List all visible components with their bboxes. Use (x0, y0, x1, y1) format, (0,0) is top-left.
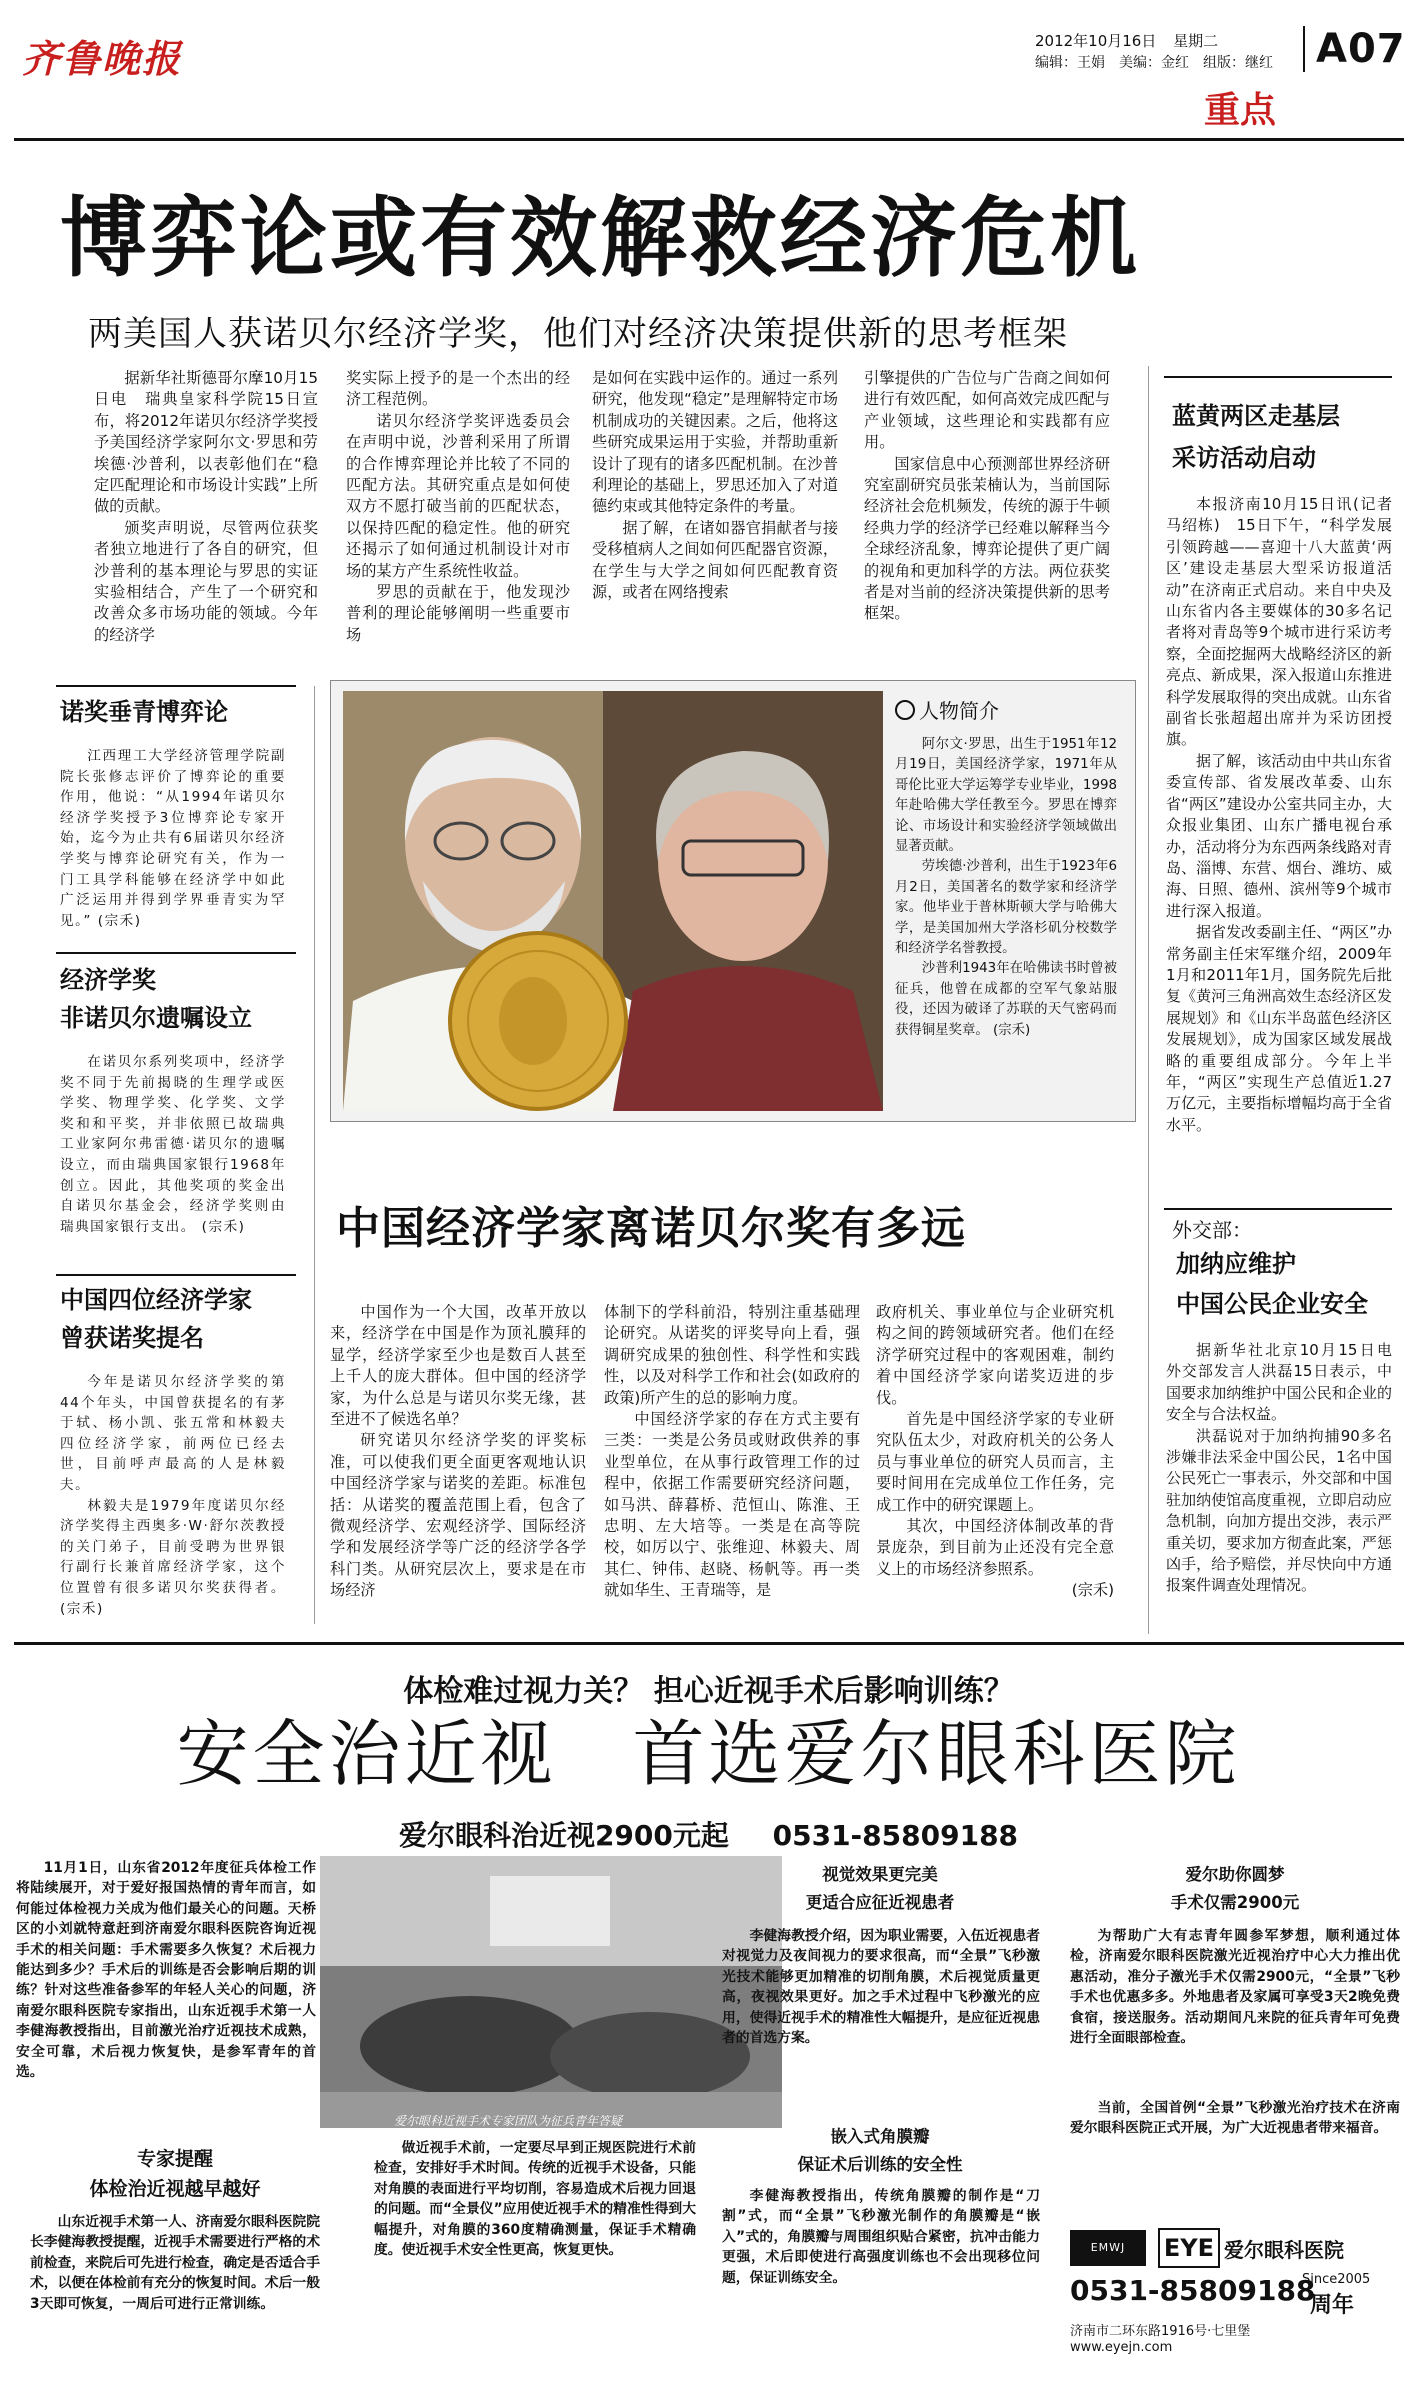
ad-title: 安全治近视 首选爱尔眼科医院 (176, 1712, 1241, 1796)
sidebar-body (60, 746, 286, 946)
story2-paragraph: 研究诺贝尔经济学奖的评奖标准，可以使我们更全面更客观地认识中国经济学家与诺奖的差距。标准包括：从诺奖的覆盖范围上看，包含了微观经济学、宏观经济学、国际经济学和发展经济学等广泛的经济学各学科门类。从研究层次上，要求是在市场经济 (330, 1431, 586, 1600)
right-sidebar-body (1166, 1340, 1408, 1632)
sidebar-paragraph (60, 1052, 286, 1237)
right-sidebar-title: 采访活动启动 (1172, 444, 1316, 472)
ad-photo (320, 1856, 782, 2128)
ad-top-rule (14, 1642, 1404, 1645)
sidebar-title: 经济学奖 (60, 966, 156, 994)
story2-paragraph: 政府机关、事业单位与企业研究机构之间的跨领域研究者。他们在经济学研究过程中的客观困难，制约着中国经济学家向诺奖迈进的步伐。 (876, 1303, 1114, 1407)
story2-paragraph: 首先是中国经济学家的专业研究队伍太少，对政府机关的公务人员与事业单位的研究人员而言，主要时间用在完成单位工作任务，完成工作中的研究课题上。 (876, 1410, 1114, 1514)
sidebar-title: 中国四位经济学家 (60, 1286, 252, 1314)
page-number: A07 (1316, 26, 1406, 72)
ad-question: 体检难过视力关？ 担心近视手术后影响训练？ (403, 1674, 1014, 1709)
laureates-photo (343, 691, 883, 1111)
lead-paragraph: 颁奖声明说，尽管两位获奖者独立地进行了各自的研究，但沙普利的基本理论与罗思的实证实验相结合，产生了一个研究和改善众多市场功能的领域。今年的经济学 (94, 518, 318, 644)
ad-paragraph: 李健海教授指出，传统角膜瓣的制作是“刀割”式，而“全景”飞秒激光制作的角膜瓣是“嵌入”式的，角膜瓣与周围组织贴合紧密，抗冲击能力更强，术后即使进行高强度训练也不会出现移位问题，保证训练安全。 (722, 2188, 1040, 2286)
lead-paragraph: 引擎提供的广告位与广告商之间如何进行有效匹配，如何高效完成匹配与产业领域，这些理论和实践都有应用。 (864, 369, 1110, 452)
ad-address: 济南市二环东路1916号·七里堡 (1070, 2324, 1251, 2339)
right-column-divider (1148, 366, 1149, 1634)
ad-photo-board (490, 1876, 610, 1946)
lead-column-3 (592, 368, 838, 676)
ad-subheading: 爱尔助你圆梦 (1185, 1865, 1285, 1884)
story2-column-3 (876, 1302, 1114, 1634)
newspaper-logo: 齐鲁晚报 (22, 36, 183, 81)
bio-box (895, 697, 1117, 1041)
section-label: 重点 (1204, 90, 1277, 131)
story2-paragraph: 体制下的学科前沿，特别注重基础理论研究。从诺奖的评奖导向上看，强调研究成果的独创性、科学性和实践性，以及对科学工作和社会(如政府的政策)所产生的总的影响力度。 (604, 1303, 860, 1407)
right-sidebar-rule-1 (1164, 376, 1392, 378)
story2-paragraph: 其次，中国经济体制改革的背景庞杂，到目前为止还没有完全意义上的市场经济参照系。 (876, 1517, 1114, 1578)
nobel-medal-profile (499, 977, 567, 1065)
ad-website[interactable]: www.eyejn.com (1070, 2340, 1173, 2355)
sidebar-title: 诺奖垂青博弈论 (60, 698, 228, 726)
ad-left-body (16, 1858, 316, 2120)
shapley-shirt (613, 966, 883, 1111)
bio-body (895, 735, 1117, 1041)
story2-column-1 (330, 1302, 586, 1634)
ad-phone-large: 0531-85809188 (1070, 2274, 1316, 2307)
ad-mid-body (374, 2138, 696, 2374)
sidebar-text: 林毅夫是1979年度诺贝尔经济学奖得主西奥多·W·舒尔茨教授的关门弟子，目前受聘为世界银行副行长兼首席经济学家，这个位置曾有很多诺贝尔奖获得者。 (60, 1497, 286, 1596)
lead-column-4 (864, 368, 1110, 676)
ad-paragraph: 做近视手术前，一定要尽早到正规医院进行术前检查，安排好手术时间。传统的近视手术设备，只能对角膜的表面进行平均切削，容易造成术后视力回退的问题。而“全景仪”应用使近视手术的精准性得到大幅提升，对角膜的360度精确测量，保证手术精确度。使近视手术安全性更高，恢复更快。 (374, 2140, 696, 2259)
right-sidebar-paragraph: 本报济南10月15日讯(记者 马绍栋) 15日下午，“科学发展引领跨越——喜迎十八大蓝黄‘两区’建设走基层大型采访报道活动”在济南正式启动。来自中央及山东省内各主要媒体的30多名记者将对青岛等9个城市进行采访考察，全面挖掘两大战略经济区的新亮点、新成果，深入报道山东推进科学发展取得的突出成就。山东省副省长张超超出席并为采访团授旗。 (1166, 495, 1408, 749)
lead-paragraph: 诺贝尔经济学奖评选委员会在声明中说，沙普利采用了所谓的合作博弈理论并比较了不同的匹配方法。其研究重点是如何使双方不愿打破当前的匹配状态，以保持匹配的稳定性。他的研究还揭示了如何通过机制设计对市场的某方产生系统性收益。 (346, 411, 570, 580)
ad-subheading: 手术仅需2900元 (1170, 1893, 1300, 1912)
right-sidebar-body (1166, 494, 1408, 1200)
photo-feature-box (330, 680, 1136, 1122)
bio-credit: (宗禾) (993, 1022, 1031, 1038)
editor-credits: 编辑：王娟 美编：金红 组版：继红 (1035, 55, 1273, 71)
right-sidebar-paragraph: 据了解，该活动由中共山东省委宣传部、省发展改革委、山东省“两区”建设办公室共同主办，大众报业集团、山东广播电视台承办，活动将分为东西两条线路对青岛、淄博、东营、烟台、潍坊、威海、日照、德州、滨州等9个城市进行深入报道。 (1166, 751, 1392, 920)
ad-paragraph: 11月1日，山东省2012年度征兵体检工作将陆续展开，对于爱好报国热情的青年而言，如何能过体检视力关成为他们最关心的问题。天桥区的小刘就特意赶到济南爱尔眼科医院咨询近视手术的相关问题：手术需要多久恢复？术后视力能达到多少？手术后的训练是否会影响后期的训练？针对这些准备参军的年轻人关心的问题，济南爱尔眼科医院专家指出，山东近视手术第一人李健海教授指出，目前激光治疗近视技术成熟，安全可靠，术后视力恢复快，是参军青年的首选。 (16, 1860, 316, 2081)
bio-paragraph: 阿尔文·罗思，出生于1951年12月19日，美国经济学家，1971年从哥伦比亚大学运筹学专业毕业，1998年赴哈佛大学任教至今。罗思在博弈论、市场设计和实验经济学领域做出显著贡献。 (895, 737, 1117, 855)
lead-paragraph: 国家信息中心预测部世界经济研究室副研究员张茉楠认为，当前国际经济社会危机频发，传统的源于牛顿经典力学的经济学已经难以解释当今全球经济乱象，博弈论提供了更广阔的视角和更加科学的方法。两位获奖者是对当前的经济决策提供新的思考框架。 (864, 454, 1110, 623)
lead-paragraph: 据了解，在诸如器官捐献者与接受移植病人之间如何匹配器官资源，在学生与大学之间如何匹配教育资源，或者在网络搜索 (592, 518, 838, 602)
lead-column-1 (94, 368, 318, 676)
lead-column-2 (346, 368, 570, 676)
bio-title-text: 人物简介 (919, 699, 999, 723)
right-sidebar-kicker: 外交部： (1172, 1218, 1252, 1242)
sidebar-body (60, 1372, 286, 1617)
ad-tagline (0, 1814, 1417, 1854)
lead-paragraph: 是如何在实践中运作的。通过一系列研究，他发现“稳定”是理解特定市场机制成功的关键因素。之后，他将这些研究成果运用于实验，并帮助重新设计了现有的诸多匹配机制。在沙普利理论的基础上，罗思还加入了对道德约束或其他特定条件的考量。 (592, 369, 838, 516)
ad-col3-body-2 (722, 2186, 1040, 2374)
sidebar-text: 江西理工大学经济管理学院副院长张修志评价了博弈论的重要作用，他说：“从1994年诺贝尔经济学奖授予3位博弈论专家开始，迄今为止共有6届诺贝尔经济学奖与博弈论研究有关，作为一门工具学科能够在经济学中如此广泛运用并得到学界垂青实为罕见。” (60, 748, 286, 929)
lead-paragraph: 据新华社斯德哥尔摩10月15日电 瑞典皇家科学院15日宣布，将2012年诺贝尔经济学奖授予美国经济学家阿尔文·罗思和劳埃德·沙普利，以表彰他们在“稳定匹配理论和市场设计实践”上所做的贡献。 (94, 369, 318, 516)
ad-photo-crowd (360, 1996, 580, 2096)
ad-col4-body (1070, 1926, 1400, 2092)
masthead-rule (14, 138, 1404, 141)
right-sidebar-paragraph: 据新华社北京10月15日电 外交部发言人洪磊15日表示，中国要求加纳维护中国公民和企业的安全与合法权益。 (1166, 1341, 1408, 1424)
weekday-text: 星期二 (1173, 32, 1219, 50)
bio-paragraph: 劳埃德·沙普利，出生于1923年6月2日，美国著名的数学家和经济学家。他毕业于普林斯顿大学与哈佛大学，是美国加州大学洛杉矶分校数学和经济学名誉教授。 (895, 859, 1117, 957)
story2-paragraph: 中国作为一个大国，改革开放以来，经济学在中国是作为顶礼膜拜的显学，经济学家至少也是数百人甚至上千人的庞大群体。但中国的经济学家，为什么总是与诺贝尔奖无缘，甚至进不了候选名单？ (330, 1303, 586, 1429)
ad-subheading: 保证术后训练的安全性 (797, 2155, 963, 2174)
ad-subheading: 视觉效果更完美 (822, 1865, 938, 1884)
sidebar-paragraph (60, 746, 286, 931)
ad-logo-badge: EMWJ (1070, 2230, 1146, 2266)
ad-left-body-2 (30, 2212, 320, 2374)
second-story-title: 中国经济学家离诺贝尔奖有多远 (336, 1203, 966, 1254)
main-subheadline: 两美国人获诺贝尔经济学奖，他们对经济决策提供新的思考框架 (88, 314, 1068, 354)
sidebar-credit: (宗禾) (60, 1600, 104, 1617)
ad-since: Since2005 (1302, 2272, 1371, 2287)
ad-logo-block (1070, 2228, 1400, 2374)
left-sidebar-rule-1 (56, 685, 296, 687)
right-sidebar-paragraph: 洪磊说对于加纳拘捕90多名涉嫌非法采金中国公民，1名中国公民死亡一事表示，外交部和中国驻加纳使馆高度重视，立即启动应急机制，向加方提出交涉，表示严重关切，要求加方彻查此案，严惩凶手，给予赔偿，并尽快向中方通报案件调查处理情况。 (1166, 1426, 1392, 1595)
ad-col3-body (722, 1926, 1040, 2114)
ad-tagline-text: 爱尔眼科治近视2900元起 (398, 1819, 729, 1852)
ad-subheading: 更适合应征近视患者 (805, 1893, 955, 1912)
issue-date (1035, 30, 1218, 51)
right-sidebar-rule-2 (1164, 1208, 1392, 1210)
ad-logo-box: EYE (1158, 2228, 1220, 2268)
story2-paragraph: 中国经济学家的存在方式主要有三类：一类是公务员或财政供养的事业型单位，在从事行政管理工作的过程中，依据工作需要研究经济问题，如马洪、薛暮桥、范恒山、陈淮、王忠明、左大培等。一类是在高等院校，如厉以宁、张维迎、林毅夫、周其仁、钟伟、赵晓、杨帆等。再一类就如华生、王青瑞等，是 (604, 1410, 860, 1600)
right-sidebar-paragraph: 据省发改委副主任、“两区”办常务副主任宋军继介绍，2009年1月和2011年1月，国务院先后批复《黄河三角洲高效生态经济区发展规划》和《山东半岛蓝色经济区发展规划》，成为国家区域发展战略的重要组成部分。今年上半年，“两区”实现生产总值近1.27万亿元，主要指标增幅均高于全省水平。 (1166, 923, 1392, 1134)
bio-title (895, 697, 1117, 725)
sidebar-credit: (宗禾) (201, 1218, 246, 1235)
ad-paragraph: 李健海教授介绍，因为职业需要，入伍近视患者对视觉力及夜间视力的要求很高，而“全景”飞秒激光技术能够更加精准的切削角膜，术后视觉质量更高，夜视效果更好。加之手术过程中飞秒激光的应用，使得近视手术的精准性大幅提升，是应征近视患者的首选方案。 (722, 1928, 1040, 2047)
sidebar-credit: (宗禾) (97, 912, 142, 929)
ad-subheading: 体检治近视越早越好 (89, 2178, 261, 2200)
left-sidebar-rule-2 (56, 952, 296, 954)
right-sidebar-title: 蓝黄两区走基层 (1172, 402, 1340, 430)
ad-subheading: 专家提醒 (136, 2148, 213, 2170)
story2-credit: (宗禾) (1071, 1581, 1114, 1600)
left-column-divider (314, 686, 315, 1624)
ad-logo-text: 爱尔眼科医院 (1224, 2238, 1344, 2262)
ad-phone: 0531-85809188 (772, 1819, 1019, 1852)
ad-paragraph: 当前，全国首例“全景”飞秒激光治疗技术在济南爱尔眼科医院正式开展，为广大近视患者带来福音。 (1070, 2100, 1400, 2137)
sidebar-body (60, 1052, 286, 1268)
sidebar-paragraph: 今年是诺贝尔经济学奖的第44个年头，中国曾获提名的有茅于轼、杨小凯、张五常和林毅夫四位经济学家，前两位已经去世，目前呼声最高的人是林毅夫。 (60, 1374, 286, 1493)
story2-column-2 (604, 1302, 860, 1634)
main-headline: 博弈论或有效解救经济危机 (60, 187, 1140, 289)
right-sidebar-title: 加纳应维护 (1176, 1250, 1296, 1278)
sidebar-paragraph (60, 1496, 286, 1620)
lead-paragraph: 奖实际上授予的是一个杰出的经济工程范例。 (346, 369, 570, 409)
info-icon (895, 700, 915, 720)
ad-paragraph: 山东近视手术第一人、济南爱尔眼科医院院长李健海教授提醒，近视手术需要进行严格的术前检查，来院后可先进行检查，确定是否适合手术，以便在体检前有充分的恢复时间。术后一般3天即可恢复，一周后可进行正常训练。 (30, 2214, 320, 2312)
lead-paragraph: 罗思的贡献在于，他发现沙普利的理论能够阐明一些重要市场 (346, 583, 570, 644)
date-text: 2012年10月16日 (1035, 32, 1157, 50)
ad-photo-crowd (550, 2012, 750, 2100)
ad-paragraph: 为帮助广大有志青年圆参军梦想，顺利通过体检，济南爱尔眼科医院激光近视治疗中心大力推出优惠活动，准分子激光手术仅需2900元，“全景”飞秒手术也优惠多多。外地患者及家属可享受3天2晚免费食宿，接送服务。活动期间凡来院的征兵青年可免费进行全面眼部检查。 (1070, 1928, 1400, 2047)
page-divider (1303, 26, 1305, 72)
left-sidebar-rule-3 (56, 1274, 296, 1276)
sidebar-title: 曾获诺奖提名 (60, 1324, 204, 1352)
sidebar-title: 非诺贝尔遗嘱设立 (60, 1004, 252, 1032)
ad-subheading: 嵌入式角膜瓣 (830, 2127, 930, 2146)
ad-col4-body-2 (1070, 2098, 1400, 2218)
ad-photo-caption: 爱尔眼科近视手术专家团队为征兵青年答疑 (394, 2114, 623, 2128)
bio-text: 沙普利1943年在哈佛读书时曾被征兵，他曾在成都的空军气象站服役，还因为破译了苏联的天气密码而获得铜星奖章。 (895, 961, 1117, 1038)
sidebar-text: 在诺贝尔系列奖项中，经济学奖不同于先前揭晓的生理学或医学奖、物理学奖、化学奖、文学奖和和平奖，并非依照已故瑞典工业家阿尔弗雷德·诺贝尔的遗嘱设立，而由瑞典国家银行1968年创立。因此，其他奖项的奖金出自诺贝尔基金会，经济学奖则由瑞典国家银行支出。 (60, 1054, 286, 1235)
ad-anniversary: 周年 (1310, 2293, 1355, 2318)
bio-paragraph (895, 959, 1117, 1041)
right-sidebar-title: 中国公民企业安全 (1176, 1290, 1368, 1318)
